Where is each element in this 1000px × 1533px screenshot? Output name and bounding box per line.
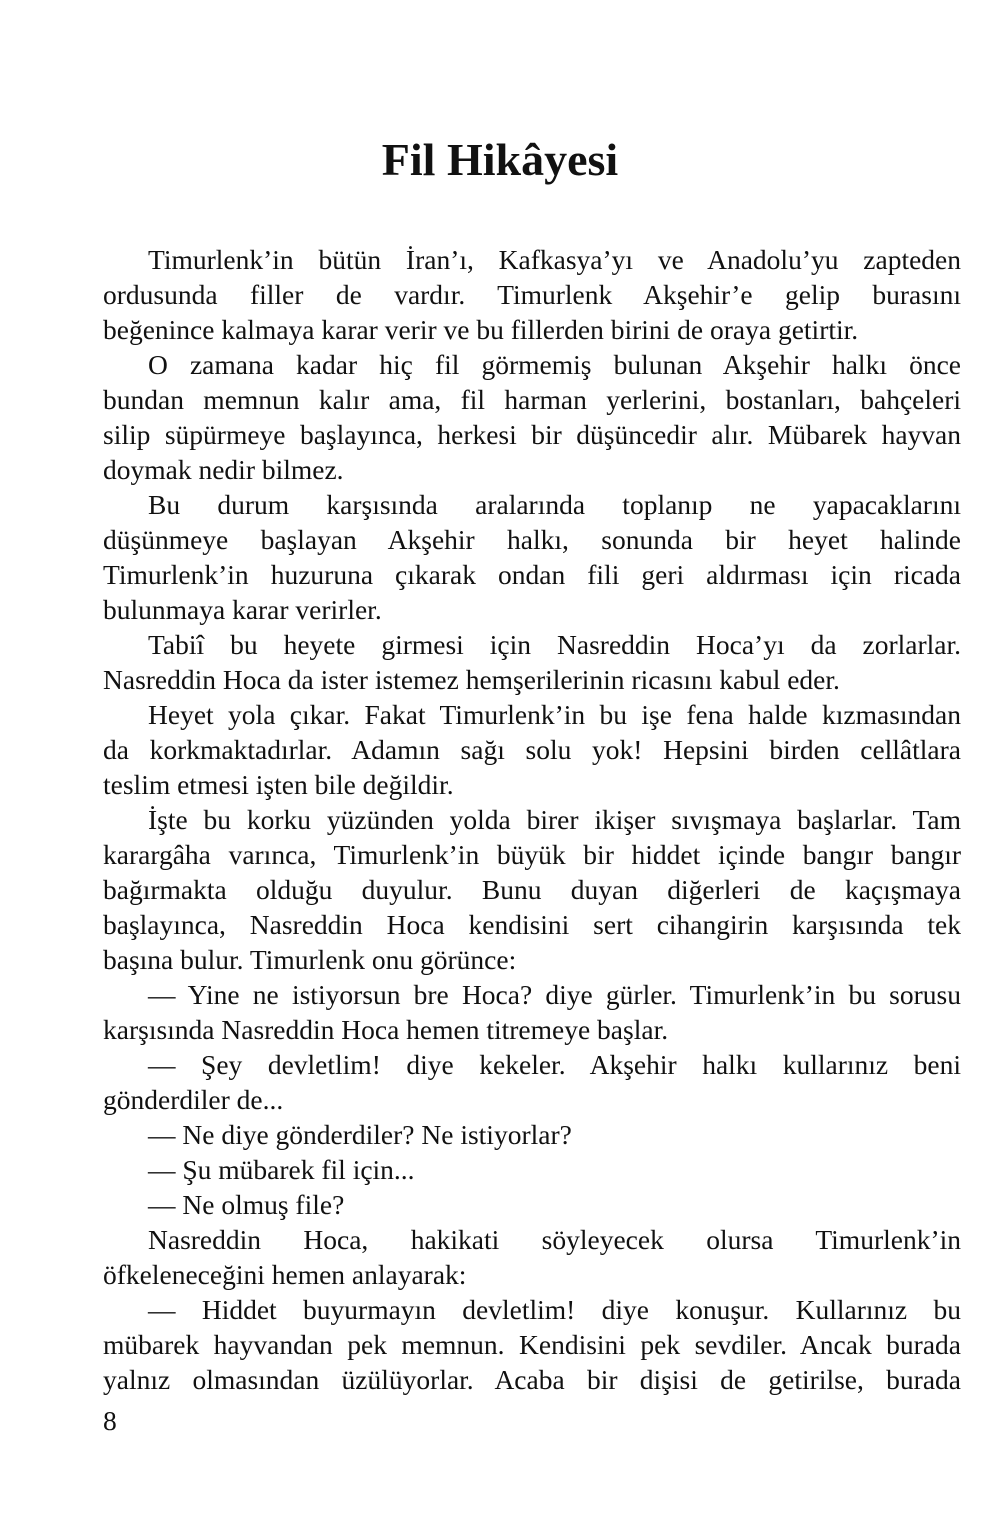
- text-line: Tabiî bu heyete girmesi için Nasreddin Hoca’yı da zorlarlar.: [148, 629, 961, 660]
- text-line: düşünmeye başlayan Akşehir halkı, sonunda bir heyet halinde: [103, 524, 961, 555]
- paragraph: [103, 1187, 961, 1222]
- text-line: O zamana kadar hiç fil görmemiş bulunan Akşehir halkı önce: [148, 349, 961, 380]
- text-line: bağırmakta olduğu duyulur. Bunu duyan diğerleri de kaçışmaya: [103, 874, 961, 905]
- text-line: başlayınca, Nasreddin Hoca kendisini sert cihangirin karşısında tek: [103, 909, 961, 940]
- text-line: teslim etmesi işten bile değildir.: [103, 769, 454, 800]
- paragraph: [103, 802, 961, 977]
- paragraph: [103, 1152, 961, 1187]
- text-line: da korkmaktadırlar. Adamın sağı solu yok! Hepsini birden cellâtlara: [103, 734, 961, 765]
- paragraph: [103, 627, 961, 697]
- paragraph: [103, 697, 961, 802]
- paragraph: [103, 1292, 961, 1397]
- text-line: silip süpürmeye başlayınca, herkesi bir düşüncedir alır. Mübarek hayvan: [103, 419, 961, 450]
- body-text: [103, 242, 961, 1397]
- paragraph: [103, 1117, 961, 1152]
- paragraph: [103, 347, 961, 487]
- page-number: 8: [103, 1405, 117, 1436]
- text-line: karargâha varınca, Timurlenk’in büyük bir hiddet içinde bangır bangır: [103, 839, 961, 870]
- text-line: bundan memnun kalır ama, fil harman yerlerini, bostanları, bahçeleri: [103, 384, 961, 415]
- text-line: doymak nedir bilmez.: [103, 454, 344, 485]
- paragraph: [103, 487, 961, 627]
- paragraph: [103, 977, 961, 1047]
- paragraph: [103, 242, 961, 347]
- text-line: — Hiddet buyurmayın devletlim! diye konuşur. Kullarınız bu: [148, 1294, 961, 1325]
- text-line: karşısında Nasreddin Hoca hemen titremeye başlar.: [103, 1014, 669, 1045]
- page-title: Fil Hikâyesi: [381, 134, 619, 185]
- text-line: başına bulur. Timurlenk onu görünce:: [103, 944, 517, 975]
- text-line: — Ne olmuş file?: [148, 1189, 345, 1220]
- text-line: mübarek hayvandan pek memnun. Kendisini pek sevdiler. Ancak burada: [103, 1329, 961, 1360]
- text-line: öfkeleneceğini hemen anlayarak:: [103, 1259, 467, 1290]
- text-line: Heyet yola çıkar. Fakat Timurlenk’in bu işe fena halde kızmasından: [148, 699, 961, 730]
- text-line: — Şey devletlim! diye kekeler. Akşehir halkı kullarınız beni: [148, 1049, 961, 1080]
- text-line: Nasreddin Hoca, hakikati söyleyecek olursa Timurlenk’in: [148, 1224, 961, 1255]
- paragraph: [103, 1222, 961, 1292]
- text-line: beğenince kalmaya karar verir ve bu fillerden birini de oraya getirtir.: [103, 314, 859, 345]
- text-line: gönderdiler de...: [103, 1084, 284, 1115]
- text-line: — Yine ne istiyorsun bre Hoca? diye gürler. Timurlenk’in bu sorusu: [148, 979, 961, 1010]
- text-line: Nasreddin Hoca da ister istemez hemşerilerinin ricasını kabul eder.: [103, 664, 840, 695]
- text-line: yalnız olmasından üzülüyorlar. Acaba bir dişisi de getirilse, burada: [103, 1364, 961, 1395]
- text-line: — Ne diye gönderdiler? Ne istiyorlar?: [148, 1119, 572, 1150]
- text-line: bulunmaya karar verirler.: [103, 594, 382, 625]
- text-line: Bu durum karşısında aralarında toplanıp ne yapacaklarını: [148, 489, 961, 520]
- paragraph: [103, 1047, 961, 1117]
- text-line: Timurlenk’in bütün İran’ı, Kafkasya’yı ve Anadolu’yu zapteden: [148, 244, 961, 275]
- text-line: Timurlenk’in huzuruna çıkarak ondan fili geri aldırması için ricada: [103, 559, 961, 590]
- text-line: — Şu mübarek fil için...: [148, 1154, 415, 1185]
- text-line: ordusunda filler de vardır. Timurlenk Akşehir’e gelip burasını: [103, 279, 961, 310]
- text-line: İşte bu korku yüzünden yolda birer ikişer sıvışmaya başlarlar. Tam: [148, 804, 961, 835]
